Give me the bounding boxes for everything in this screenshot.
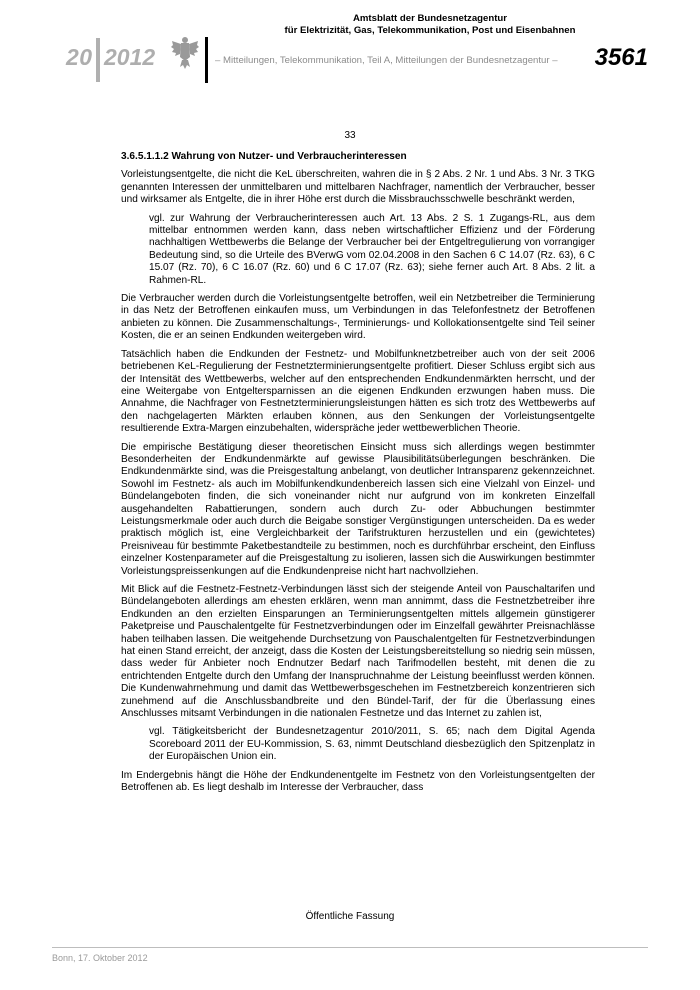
public-version-note: Öffentliche Fassung	[305, 911, 395, 922]
citation: vgl. Tätigkeitsbericht der Bundesnetzagentur 2010/2011, S. 65; nach dem Digital Agenda Scoreboard 2011 der EU-Kommission, S. 63, nimmt Deutschland diesbezüglich den Spitzenplatz in der Europäischen Union ein.	[149, 726, 595, 763]
gazette-title-line2: für Elektrizität, Gas, Telekommunikation, Post und Eisenbahnen	[284, 25, 576, 36]
section-heading: 3.6.5.1.1.2 Wahrung von Nutzer- und Verbraucherinteressen	[121, 151, 407, 162]
paragraph: Mit Blick auf die Festnetz-Festnetz-Verbindungen lässt sich der steigende Anteil von Pauschaltarifen und Bündelangeboten allerdings am ehesten erklären, wenn man annimmt, dass die Festnetzbetreiber ihre Endkunden an den erzielten Einsparungen an Terminierungsentgelten mittels allgemein günstigerer Paketpreise und Pauschalentgelte für Festnetzverbindungen oder im Einzelfall gewährter Preisnachlässe haben teilhaben lassen. Die weitgehende Durchsetzung von Pauschalentgelten für Festnetzverbindungen hat einen Stand erreicht, der anzeigt, dass die Kosten der Leistungsbereitstellung so niedrig sein müssen, dass weder für Anbieter noch Endnutzer Bedarf nach Tarifmodellen besteht, mit denen die zu entrichtenden Entgelte durch den Umfang der Inanspruchnahme der Leistung beeinflusst werden können. Die Kundenwahrnehmung und damit das Wettbewerbsgeschehen im Festnetzbereich konzentrieren sich zunehmend auf die Anschlussbandbreite und den Bündel-Tarif, der für die Überlassung eines Anschlusses mitsamt Verbindungen in die nationalen Festnetze und das Internet zu zahlen ist,	[121, 584, 595, 720]
gazette-subtitle: – Mitteilungen, Telekommunikation, Teil A, Mitteilungen der Bundesnetzagentur –	[215, 55, 558, 66]
paragraph: Die Verbraucher werden durch die Vorleistungsentgelte betroffen, weil ein Netzbetreiber die Terminierung in das Netz der Betroffenen einkaufen muss, um Verbindungen in das Telefonfestnetz der Betroffenen anbieten zu können. Die Zusammenschaltungs-, Terminierungs- und Kollokationsentgelte sind Teil seiner Kosten, die er an seinen Endkunden weitergeben wird.	[121, 293, 595, 342]
gazette-title	[215, 13, 645, 37]
paragraph: Die empirische Bestätigung dieser theoretischen Einsicht muss sich allerdings wegen bestimmter Besonderheiten der Endkundenmärkte auf gewisse Plausibilitätsüberlegungen beschränken. Die Endkundenmärkte sind, was die Preisgestaltung anbelangt, von deutlicher Intransparenz gekennzeichnet. Sowohl im Festnetz- als auch im Mobilfunkendkundenbereich lassen sich eine Vielzahl von Einzel- und Bündelangeboten finden, die sich voneinander nicht nur aufgrund von im konkreten Einzelfall ausgehandelten Rabattierungen, sondern auch durch Zu- oder Abbuchungen bestimmter Leistungsmerkmale oder auch durch die Beigabe sonstiger Vergünstigungen unterscheiden. Da es weder praktisch möglich ist, eine Vergleichbarkeit der Tarifstrukturen herzustellen und ein (gewichtetes) Preisniveau für bestimmte Paketbestandteile zu bestimmen, noch es durchführbar erscheint, den Einfluss einzelner Kostenparameter auf die Preisgestaltung zu isolieren, lassen sich die Auswirkungen bestimmter Vorleistungspreissenkungen auf die Endkundenpreise nicht hart nachvollziehen.	[121, 441, 595, 577]
header-rule	[205, 37, 208, 83]
footer-date: Bonn, 17. Oktober 2012	[52, 953, 148, 963]
issue-year: 2012	[104, 44, 156, 70]
citation: vgl. zur Wahrung der Verbraucherinteressen auch Art. 13 Abs. 2 S. 1 Zugangs-RL, aus dem mittelbar entnommen werden kann, dass neben wirtschaftlicher Effizienz und der Förderung nachhaltigen Wettbewerbs die Belange der Verbraucher bei der Entgeltregulierung von vorrangiger Bedeutung sind, so die Urteile des BVerwG vom 02.04.2008 in den Sachen 6 C 14.07 (Rz. 63), 6 C 15.07 (Rz. 70), 6 C 16.07 (Rz. 60) und 6 C 17.07 (Rz. 63); siehe ferner auch Art. 8 Abs. 2 lit. a Rahmen-RL.	[149, 212, 595, 286]
federal-eagle-icon	[171, 35, 199, 69]
paragraph: Tatsächlich haben die Endkunden der Festnetz- und Mobilfunknetzbetreiber auch von der seit 2006 betriebenen KeL-Regulierung der Festnetzterminierungsentgelte profitiert. Dieser Schluss ergibt sich aus der Intensität des Wettbewerbs, welcher auf den entsprechenden Endkundenmärkten herrscht, und der eine Weitergabe von Entgeltersparnissen an die eigenen Endkunden erzwungen haben muss. Die Annahme, die Nachfrager von Festnetzterminierungsleistungen hätten es sich trotz des Wettbewerbs auf den nachgelagerten Märkten erlauben können, aus den Senkungen der Vorleistungsentgelte resultierende Extra-Margen einzubehalten, widerspräche jeder wettbewerblichen Theorie.	[121, 348, 595, 435]
paragraph: Vorleistungsentgelte, die nicht die KeL überschreiten, wahren die in § 2 Abs. 2 Nr. 1 und Abs. 3 Nr. 3 TKG genannten Interessen der unmittelbaren und mittelbaren Nachfrager, namentlich der Verbraucher, besser und wirksamer als Entgelte, die in ihrer Höhe erst durch die Missbrauchsschwelle beschränkt werden,	[121, 169, 595, 206]
footer-divider	[52, 947, 648, 948]
gazette-title-line1: Amtsblatt der Bundesnetzagentur	[352, 13, 508, 24]
header-divider	[96, 38, 100, 82]
issue-number: 20	[66, 44, 93, 70]
paragraph: Im Endergebnis hängt die Höhe der Endkundenentgelte im Festnetz von den Vorleistungsentgelten der Betroffenen ab. Es liegt deshalb im Interesse der Verbraucher, dass	[121, 769, 595, 794]
document-page-number: 33	[344, 130, 356, 141]
document-body	[121, 151, 595, 801]
page-number: 3561	[594, 44, 648, 71]
